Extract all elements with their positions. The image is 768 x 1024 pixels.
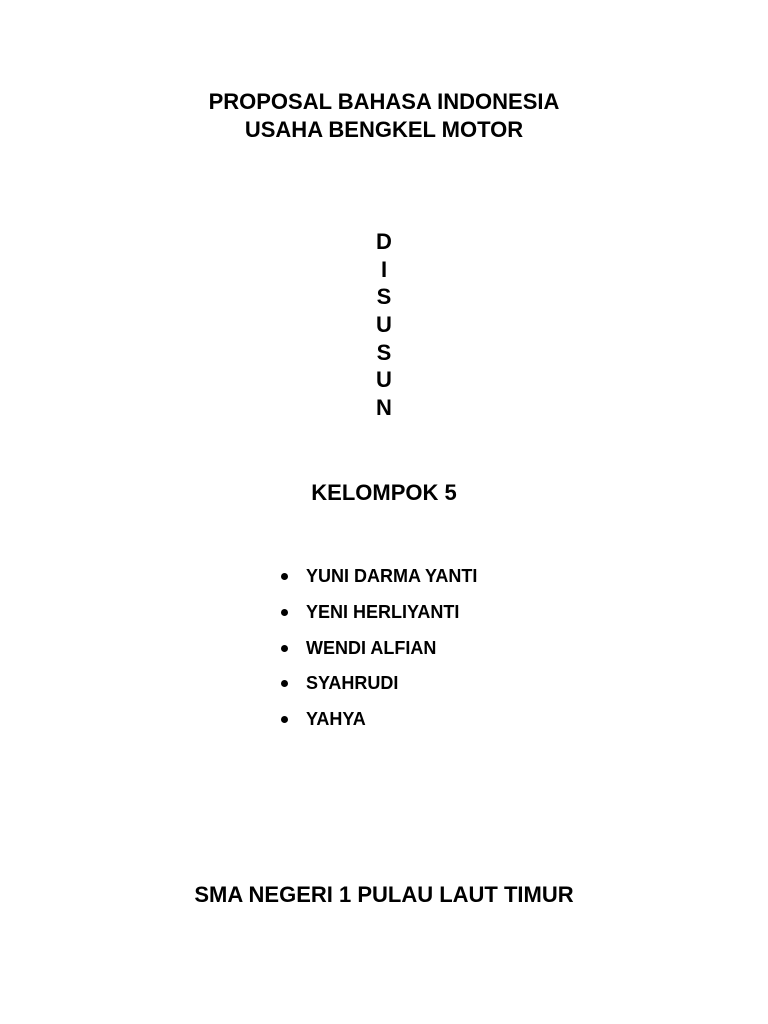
member-name: WENDI ALFIAN <box>306 637 437 658</box>
vertical-letter: I <box>380 256 388 282</box>
member-item <box>278 562 477 598</box>
vertical-letter: N <box>376 395 392 421</box>
vertical-letter: U <box>376 312 392 338</box>
bullet-icon <box>281 680 288 687</box>
member-name: YENI HERLIYANTI <box>306 601 460 622</box>
member-name: SYAHRUDI <box>306 673 399 694</box>
bullet-icon <box>281 573 288 580</box>
member-item <box>278 634 477 670</box>
member-name: YUNI DARMA YANTI <box>306 566 478 586</box>
bullet-icon <box>281 645 288 652</box>
member-item <box>278 598 477 634</box>
vertical-letter: S <box>376 284 392 310</box>
group-heading <box>0 478 768 508</box>
school-name: SMA NEGERI 1 PULAU LAUT TIMUR <box>194 882 574 907</box>
bullet-icon <box>281 609 288 616</box>
document-title-line-2: USAHA BENGKEL MOTOR <box>244 117 524 142</box>
document-title-line-1: PROPOSAL BAHASA INDONESIA <box>208 89 560 114</box>
vertical-letter: U <box>376 367 392 393</box>
group-heading-text: KELOMPOK 5 <box>311 480 457 505</box>
bullet-icon <box>281 716 288 723</box>
member-name: YAHYA <box>306 709 366 730</box>
member-list <box>278 562 477 741</box>
vertical-letter: S <box>376 339 392 365</box>
member-item <box>278 705 477 741</box>
member-item <box>278 669 477 705</box>
vertical-letter: D <box>376 229 392 254</box>
vertical-word-disusun <box>354 228 414 422</box>
